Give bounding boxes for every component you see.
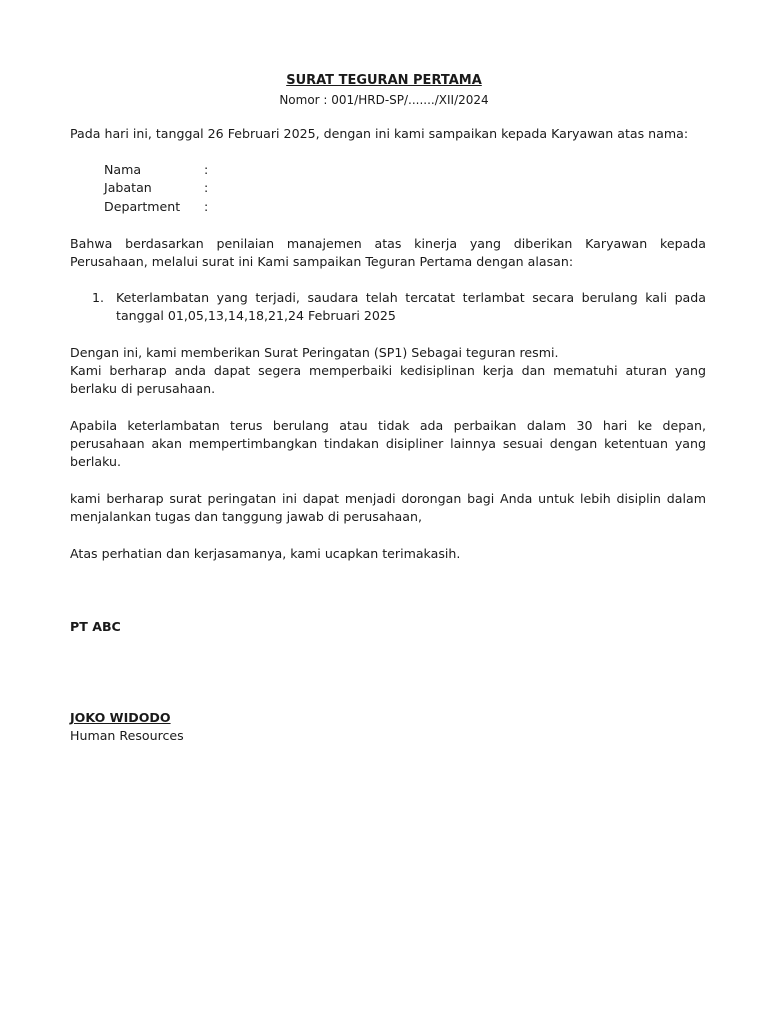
letter-number: Nomor : 001/HRD-SP/......./XII/2024 [279,93,489,107]
reason-text: Keterlambatan yang terjadi, saudara telah tercatat terlambat secara berulang kali pada tanggal 01,05,13,14,18,21,24 Februari 2025 [116,290,706,324]
field-label-department: Department [104,199,181,214]
signer-title: Human Resources [70,728,184,743]
encouragement-paragraph: kami berharap surat peringatan ini dapat menjadi dorongan bagi Anda untuk lebih disiplin dalam menjalankan tugas dan tanggung jawab di perusahaan, [70,491,706,525]
reason-number: 1. [92,290,105,305]
opening-paragraph: Pada hari ini, tanggal 26 Februari 2025, dengan ini kami sampaikan kepada Karyawan atas nama: [70,126,689,141]
closing-paragraph: Atas perhatian dan kerjasamanya, kami ucapkan terimakasih. [70,546,461,561]
hope-paragraph: Kami berharap anda dapat segera memperbaiki kedisiplinan kerja dan mematuhi aturan yang berlaku di perusahaan. [70,363,706,397]
field-colon-nama: : [204,162,209,177]
signer-name: JOKO WIDODO [70,710,171,725]
warning-line: Dengan ini, kami memberikan Surat Peringatan (SP1) Sebagai teguran resmi. [70,345,559,360]
letter-title: SURAT TEGURAN PERTAMA [286,73,482,88]
field-colon-department: : [204,199,209,214]
field-label-jabatan: Jabatan [104,180,152,195]
field-colon-jabatan: : [204,180,209,195]
consequence-paragraph: Apabila keterlambatan terus berulang atau tidak ada perbaikan dalam 30 hari ke depan, perusahaan akan mempertimbangkan tindakan disipliner lainnya sesuai dengan ketentuan yang berlaku. [70,418,706,470]
field-label-nama: Nama [104,162,142,177]
company-name: PT ABC [70,619,121,634]
reason-intro-paragraph: Bahwa berdasarkan penilaian manajemen atas kinerja yang diberikan Karyawan kepada Perusahaan, melalui surat ini Kami sampaikan Teguran Pertama dengan alasan: [70,236,706,270]
